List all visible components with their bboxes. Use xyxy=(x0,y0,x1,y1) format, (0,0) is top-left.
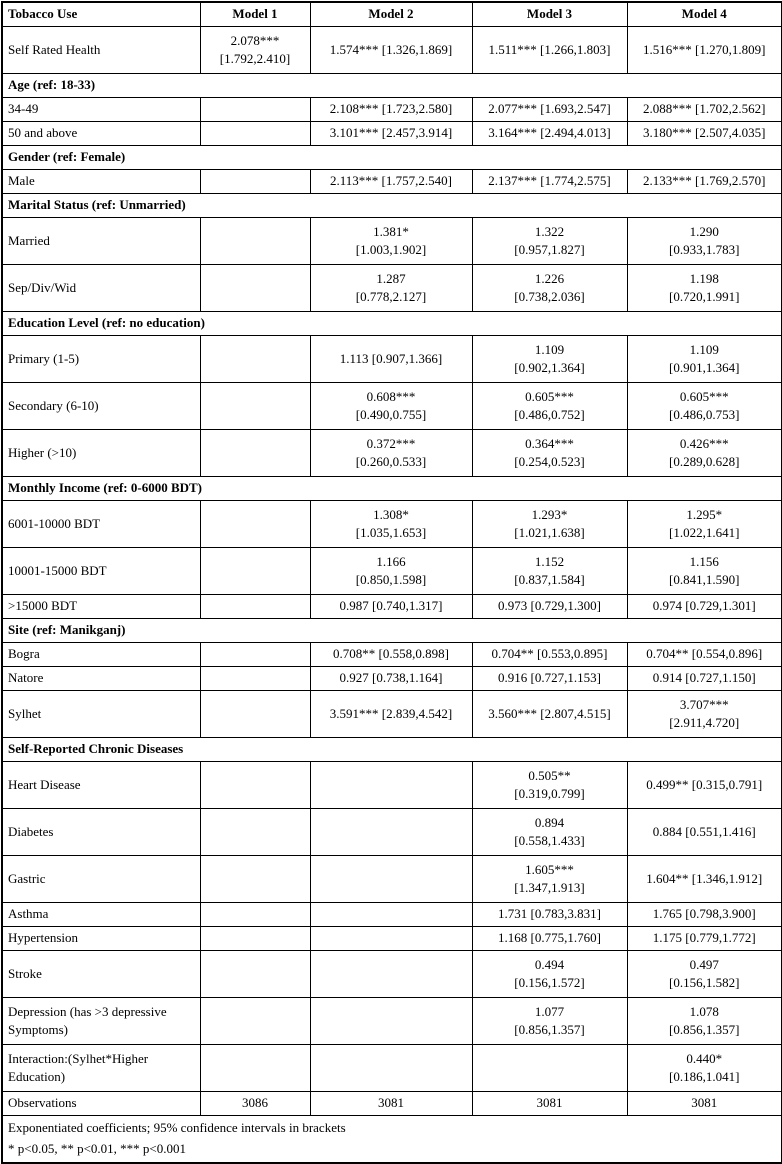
value-line: 2.088*** [1.702,2.562] xyxy=(643,101,766,117)
value-cell xyxy=(472,927,627,951)
value-line: 0.884 [0.551,1.416] xyxy=(652,823,756,839)
value-line: 3081 xyxy=(378,1095,404,1111)
value-line: 3.180*** [2.507,4.035] xyxy=(643,125,766,141)
section-header-label: Age (ref: 18-33) xyxy=(2,74,782,98)
footnote-row xyxy=(2,1116,782,1163)
value-cell xyxy=(627,927,782,951)
section-header-label: Self-Reported Chronic Diseases xyxy=(2,738,782,762)
section-row xyxy=(2,146,782,170)
value-cell xyxy=(472,170,627,194)
section-row xyxy=(2,619,782,643)
value-line: 3081 xyxy=(536,1095,563,1111)
row-label: Interaction:(Sylhet*Higher Education) xyxy=(2,1045,200,1092)
value-cell xyxy=(200,595,310,619)
value-line: [0.856,1.357] xyxy=(669,1022,740,1037)
column-header-tobacco-use: Tobacco Use xyxy=(2,2,200,27)
value-line: 0.704** [0.554,0.896] xyxy=(646,646,763,662)
value-line: [1.035,1.653] xyxy=(355,525,427,540)
value-line: 1.765 [0.798,3.900] xyxy=(652,906,756,922)
value-cell xyxy=(472,122,627,146)
value-cell xyxy=(200,998,310,1045)
row-label: Diabetes xyxy=(2,809,200,856)
value-line: 2.113*** [1.757,2.540] xyxy=(330,173,452,189)
value-cell xyxy=(627,667,782,691)
value-line: 1.293* xyxy=(531,506,568,522)
table-row xyxy=(2,951,782,998)
table-body xyxy=(2,27,782,1116)
row-label: 6001-10000 BDT xyxy=(2,501,200,548)
value-cell xyxy=(200,643,310,667)
value-line: 1.078 xyxy=(689,1003,719,1019)
value-cell xyxy=(200,762,310,809)
value-line: 0.364*** xyxy=(525,435,574,451)
value-line: [0.856,1.357] xyxy=(514,1022,585,1037)
row-label: Natore xyxy=(2,667,200,691)
value-line: 0.505** xyxy=(528,767,571,783)
table-row xyxy=(2,98,782,122)
table-row xyxy=(2,927,782,951)
row-label: Married xyxy=(2,218,200,265)
value-cell xyxy=(627,691,782,738)
value-line: [0.957,1.827] xyxy=(514,242,585,257)
row-label: Higher (>10) xyxy=(2,430,200,477)
value-cell xyxy=(310,170,472,194)
value-cell xyxy=(310,336,472,383)
value-cell xyxy=(310,998,472,1045)
row-label: Gastric xyxy=(2,856,200,903)
section-row xyxy=(2,738,782,762)
value-cell xyxy=(310,1092,472,1116)
value-line: 1.077 xyxy=(534,1003,565,1019)
value-line: 1.290 xyxy=(689,223,719,239)
value-cell xyxy=(200,856,310,903)
value-line: 0.426*** xyxy=(679,435,729,451)
table-row xyxy=(2,170,782,194)
section-row xyxy=(2,312,782,336)
value-cell xyxy=(310,903,472,927)
value-line: 0.916 [0.727,1.153] xyxy=(498,670,601,686)
table-row xyxy=(2,383,782,430)
value-line: 0.708** [0.558,0.898] xyxy=(333,646,449,662)
value-line: 0.499** [0.315,0.791] xyxy=(646,776,763,792)
value-cell xyxy=(310,98,472,122)
value-cell xyxy=(627,548,782,595)
value-line: 0.927 [0.738,1.164] xyxy=(339,670,443,686)
value-line: [1.347,1.913] xyxy=(514,880,585,895)
value-cell xyxy=(310,383,472,430)
table-row xyxy=(2,548,782,595)
section-row xyxy=(2,477,782,501)
value-cell xyxy=(310,218,472,265)
section-header-label: Marital Status (ref: Unmarried) xyxy=(2,194,782,218)
value-cell xyxy=(472,98,627,122)
column-header-model-4: Model 4 xyxy=(627,2,782,27)
value-line: 0.497 xyxy=(689,956,719,972)
table-row xyxy=(2,667,782,691)
row-label: 10001-15000 BDT xyxy=(2,548,200,595)
value-line: 1.166 xyxy=(376,553,406,569)
value-cell xyxy=(200,1045,310,1092)
value-cell xyxy=(200,667,310,691)
value-cell xyxy=(627,265,782,312)
value-line: 1.605*** xyxy=(525,861,574,877)
value-line: 0.372*** xyxy=(366,435,416,451)
value-cell xyxy=(200,1092,310,1116)
row-label: Hypertension xyxy=(2,927,200,951)
value-line: [0.156,1.582] xyxy=(669,975,740,990)
footnote-cell xyxy=(2,1116,782,1163)
value-cell xyxy=(200,927,310,951)
value-cell xyxy=(627,903,782,927)
value-line: [0.260,0.533] xyxy=(355,454,427,469)
value-cell xyxy=(310,643,472,667)
row-label: Sylhet xyxy=(2,691,200,738)
value-cell xyxy=(310,501,472,548)
column-header-model-2: Model 2 xyxy=(310,2,472,27)
row-label: Male xyxy=(2,170,200,194)
column-header-model-3: Model 3 xyxy=(472,2,627,27)
value-cell xyxy=(200,383,310,430)
value-line: [0.901,1.364] xyxy=(669,360,740,375)
value-line: [0.738,2.036] xyxy=(514,289,585,304)
value-line: [0.254,0.523] xyxy=(514,454,585,469)
value-line: 0.608*** xyxy=(366,388,416,404)
value-line: 1.109 xyxy=(689,341,719,357)
value-cell xyxy=(310,691,472,738)
value-line: [0.156,1.572] xyxy=(514,975,585,990)
value-cell xyxy=(310,595,472,619)
value-cell xyxy=(310,927,472,951)
value-line: [0.720,1.991] xyxy=(669,289,740,304)
column-header-model-1: Model 1 xyxy=(200,2,310,27)
value-line: 0.605*** xyxy=(679,388,729,404)
value-line: 1.574*** [1.326,1.869] xyxy=(329,41,453,57)
table-row xyxy=(2,27,782,74)
value-cell xyxy=(472,430,627,477)
table-row xyxy=(2,1045,782,1092)
value-line: 1.287 xyxy=(376,270,406,286)
value-cell xyxy=(310,548,472,595)
value-cell xyxy=(472,383,627,430)
footnote-line-coefficients: Exponentiated coefficients; 95% confidence intervals in brackets xyxy=(8,1120,346,1135)
value-cell xyxy=(472,595,627,619)
value-line: [0.486,0.752] xyxy=(514,407,585,422)
value-cell xyxy=(472,336,627,383)
row-label: Bogra xyxy=(2,643,200,667)
value-line: 1.516*** [1.270,1.809] xyxy=(643,41,766,57)
value-line: [0.486,0.753] xyxy=(669,407,740,422)
value-line: 2.078*** xyxy=(230,32,280,48)
footnote-line-significance: * p<0.05, ** p<0.01, *** p<0.001 xyxy=(8,1140,186,1156)
value-line: 1.511*** [1.266,1.803] xyxy=(488,41,611,57)
value-line: [1.021,1.638] xyxy=(514,525,585,540)
value-cell xyxy=(472,951,627,998)
value-line: 0.973 [0.729,1.300] xyxy=(498,598,601,614)
value-line: 0.974 [0.729,1.301] xyxy=(652,598,756,614)
value-line: 1.731 [0.783,3.831] xyxy=(498,906,601,922)
row-label: 34-49 xyxy=(2,98,200,122)
value-cell xyxy=(627,98,782,122)
value-cell xyxy=(472,998,627,1045)
table-row xyxy=(2,1092,782,1116)
value-line: 1.152 xyxy=(534,553,565,569)
value-line: 0.987 [0.740,1.317] xyxy=(339,598,443,614)
value-line: [0.558,1.433] xyxy=(514,833,585,848)
value-cell xyxy=(472,903,627,927)
value-cell xyxy=(627,430,782,477)
row-label: Depression (has >3 depressive Symptoms) xyxy=(2,998,200,1045)
value-cell xyxy=(627,643,782,667)
value-cell xyxy=(310,430,472,477)
header-row xyxy=(2,2,782,27)
value-cell xyxy=(472,1045,627,1092)
value-cell xyxy=(627,809,782,856)
value-cell xyxy=(310,265,472,312)
value-cell xyxy=(627,501,782,548)
row-label: Primary (1-5) xyxy=(2,336,200,383)
section-header-label: Site (ref: Manikganj) xyxy=(2,619,782,643)
value-cell xyxy=(627,122,782,146)
value-cell xyxy=(627,595,782,619)
value-line: 3.164*** [2.494,4.013] xyxy=(488,125,611,141)
table-row xyxy=(2,265,782,312)
row-label: Sep/Div/Wid xyxy=(2,265,200,312)
row-label: Heart Disease xyxy=(2,762,200,809)
value-line: 0.605*** xyxy=(525,388,574,404)
value-cell xyxy=(310,856,472,903)
table-row xyxy=(2,430,782,477)
value-cell xyxy=(200,430,310,477)
value-line: [1.003,1.902] xyxy=(355,242,427,257)
value-cell xyxy=(627,383,782,430)
value-cell xyxy=(627,856,782,903)
regression-results-table xyxy=(1,1,782,1164)
value-cell xyxy=(200,170,310,194)
section-header-label: Education Level (ref: no education) xyxy=(2,312,782,336)
value-cell xyxy=(472,218,627,265)
value-line: 1.109 xyxy=(534,341,565,357)
value-line: 1.198 xyxy=(689,270,719,286)
value-cell xyxy=(200,809,310,856)
value-cell xyxy=(310,809,472,856)
table-row xyxy=(2,809,782,856)
table-row xyxy=(2,501,782,548)
value-line: 0.440* xyxy=(686,1050,723,1066)
value-line: 1.175 [0.779,1.772] xyxy=(652,930,756,946)
value-line: [0.186,1.041] xyxy=(669,1069,740,1084)
value-cell xyxy=(472,1092,627,1116)
value-cell xyxy=(472,667,627,691)
value-cell xyxy=(200,903,310,927)
table-row xyxy=(2,122,782,146)
value-line: [0.319,0.799] xyxy=(514,786,585,801)
section-row xyxy=(2,74,782,98)
row-label: Stroke xyxy=(2,951,200,998)
value-cell xyxy=(200,218,310,265)
value-cell xyxy=(310,951,472,998)
value-cell xyxy=(627,1045,782,1092)
value-cell xyxy=(472,691,627,738)
value-cell xyxy=(310,667,472,691)
value-cell xyxy=(472,762,627,809)
row-label: Secondary (6-10) xyxy=(2,383,200,430)
value-cell xyxy=(627,762,782,809)
value-line: 0.894 xyxy=(534,814,565,830)
value-cell xyxy=(627,27,782,74)
table-row xyxy=(2,691,782,738)
table-row xyxy=(2,903,782,927)
table-row xyxy=(2,336,782,383)
value-line: 3.101*** [2.457,3.914] xyxy=(329,125,453,141)
section-row xyxy=(2,194,782,218)
value-cell xyxy=(200,951,310,998)
value-cell xyxy=(310,122,472,146)
row-label: Self Rated Health xyxy=(2,27,200,74)
value-cell xyxy=(472,548,627,595)
value-line: 1.295* xyxy=(686,506,723,522)
value-cell xyxy=(627,218,782,265)
value-line: 1.381* xyxy=(373,223,409,239)
value-line: 1.226 xyxy=(534,270,565,286)
value-cell xyxy=(472,27,627,74)
value-line: [0.841,1.590] xyxy=(669,572,740,587)
value-line: 1.168 [0.775,1.760] xyxy=(498,930,601,946)
value-line: 3.560*** [2.807,4.515] xyxy=(488,705,611,721)
table-row xyxy=(2,856,782,903)
value-cell xyxy=(310,27,472,74)
value-line: 3081 xyxy=(691,1095,718,1111)
value-cell xyxy=(472,265,627,312)
row-label: >15000 BDT xyxy=(2,595,200,619)
value-cell xyxy=(200,122,310,146)
table-row xyxy=(2,643,782,667)
row-label: Asthma xyxy=(2,903,200,927)
row-label: 50 and above xyxy=(2,122,200,146)
value-cell xyxy=(627,170,782,194)
value-line: 1.308* xyxy=(373,506,409,522)
section-header-label: Gender (ref: Female) xyxy=(2,146,782,170)
value-line: 2.108*** [1.723,2.580] xyxy=(329,101,453,117)
value-line: [0.933,1.783] xyxy=(669,242,740,257)
value-line: 1.113 [0.907,1.366] xyxy=(339,350,443,366)
value-cell xyxy=(472,501,627,548)
value-line: 2.077*** [1.693,2.547] xyxy=(488,101,611,117)
value-cell xyxy=(627,998,782,1045)
table-row xyxy=(2,998,782,1045)
table-row xyxy=(2,762,782,809)
value-cell xyxy=(472,856,627,903)
value-line: 0.914 [0.727,1.150] xyxy=(652,670,756,686)
value-line: [0.289,0.628] xyxy=(669,454,740,469)
table-row xyxy=(2,218,782,265)
value-line: [1.022,1.641] xyxy=(669,525,740,540)
value-line: 0.494 xyxy=(534,956,565,972)
value-cell xyxy=(627,951,782,998)
value-line: 1.604** [1.346,1.912] xyxy=(646,870,763,886)
value-line: [0.902,1.364] xyxy=(514,360,585,375)
value-line: [1.792,2.410] xyxy=(219,51,291,66)
value-cell xyxy=(200,336,310,383)
value-line: 1.156 xyxy=(689,553,719,569)
value-cell xyxy=(200,265,310,312)
value-line: [0.778,2.127] xyxy=(355,289,427,304)
table-row xyxy=(2,595,782,619)
value-line: 3086 xyxy=(242,1095,268,1111)
value-line: [0.850,1.598] xyxy=(355,572,427,587)
value-line: 2.133*** [1.769,2.570] xyxy=(643,173,766,189)
value-cell xyxy=(627,336,782,383)
row-label: Observations xyxy=(2,1092,200,1116)
value-line: 1.322 xyxy=(534,223,565,239)
value-line: [0.837,1.584] xyxy=(514,572,585,587)
value-cell xyxy=(472,643,627,667)
value-cell xyxy=(200,691,310,738)
value-cell xyxy=(627,1092,782,1116)
value-cell xyxy=(200,98,310,122)
value-line: 2.137*** [1.774,2.575] xyxy=(488,173,611,189)
value-cell xyxy=(200,27,310,74)
value-cell xyxy=(200,548,310,595)
value-cell xyxy=(472,809,627,856)
value-line: [2.911,4.720] xyxy=(669,715,740,730)
value-line: 0.704** [0.553,0.895] xyxy=(491,646,608,662)
value-cell xyxy=(200,501,310,548)
value-line: 3.707*** xyxy=(679,696,729,712)
value-cell xyxy=(310,1045,472,1092)
value-cell xyxy=(310,762,472,809)
section-header-label: Monthly Income (ref: 0-6000 BDT) xyxy=(2,477,782,501)
value-line: 3.591*** [2.839,4.542] xyxy=(329,705,453,721)
value-line: [0.490,0.755] xyxy=(355,407,427,422)
